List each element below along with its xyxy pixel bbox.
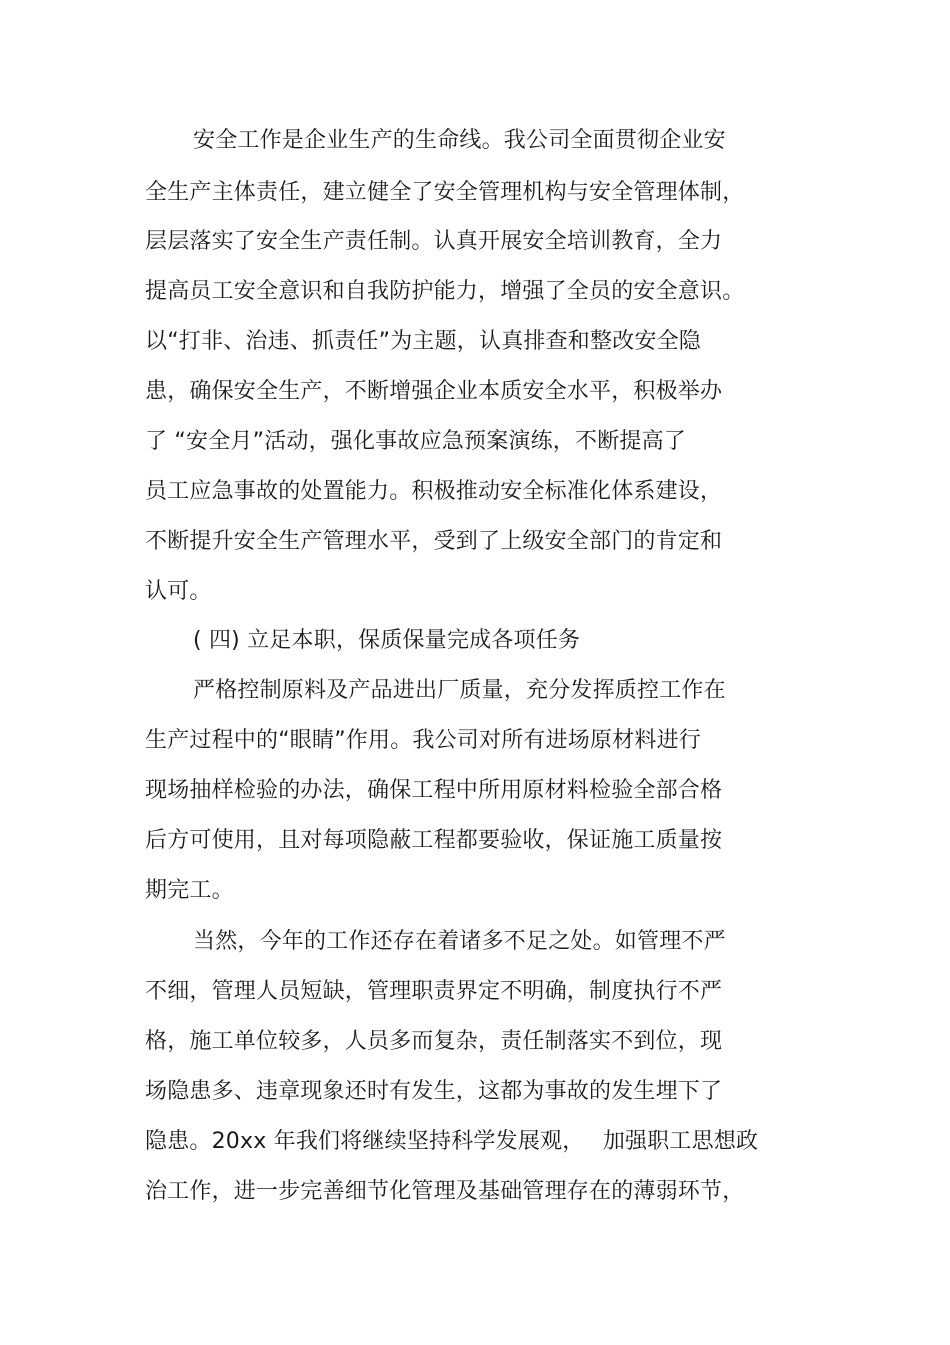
text-line: 隐患。20xx 年我们将继续坚持科学发展观， 加强职工思想政 xyxy=(145,1129,759,1154)
text-line: 不细，管理人员短缺，管理职责界定不明确，制度执行不严 xyxy=(145,979,723,1004)
text-line: 格，施工单位较多，人员多而复杂，责任制落实不到位，现 xyxy=(145,1029,723,1054)
text-line: 生产过程中的“眼睛”作用。我公司对所有进场原材料进行 xyxy=(145,728,701,753)
text-line: 期完工。 xyxy=(145,878,234,903)
text-line: 层层落实了安全生产责任制。认真开展安全培训教育，全力 xyxy=(145,229,723,254)
text-line: 现场抽样检验的办法，确保工程中所用原材料检验全部合格 xyxy=(145,778,723,803)
text-line: 员工应急事故的处置能力。积极推动安全标准化体系建设， xyxy=(145,479,723,504)
text-line: 患，确保安全生产，不断增强企业本质安全水平，积极举办 xyxy=(145,379,723,404)
text-line: 提高员工安全意识和自我防护能力，增强了全员的安全意识。 xyxy=(145,279,745,304)
text-line: 全生产主体责任，建立健全了安全管理机构与安全管理体制， xyxy=(145,180,745,205)
text-line: 不断提升安全生产管理水平，受到了上级安全部门的肯定和 xyxy=(145,529,723,554)
text-line: 场隐患多、违章现象还时有发生，这都为事故的发生埋下了 xyxy=(145,1079,723,1104)
text-line: 以“打非、治违、抓责任”为主题，认真排查和整改安全隐 xyxy=(145,329,701,354)
text-line: 认可。 xyxy=(145,579,212,604)
text-line: 了 “安全月”活动，强化事故应急预案演练，不断提高了 xyxy=(145,429,686,454)
text-line: 后方可使用，且对每项隐蔽工程都要验收，保证施工质量按 xyxy=(145,828,723,853)
text-line: 治工作，进一步完善细节化管理及基础管理存在的薄弱环节， xyxy=(145,1179,745,1204)
text-line: 安全工作是企业生产的生命线。我公司全面贯彻企业安 xyxy=(193,128,726,153)
text-line: 当然，今年的工作还存在着诸多不足之处。如管理不严 xyxy=(193,929,726,954)
text-line: 严格控制原料及产品进出厂质量，充分发挥质控工作在 xyxy=(193,678,726,703)
section-heading: ( 四) 立足本职，保质保量完成各项任务 xyxy=(193,628,581,653)
